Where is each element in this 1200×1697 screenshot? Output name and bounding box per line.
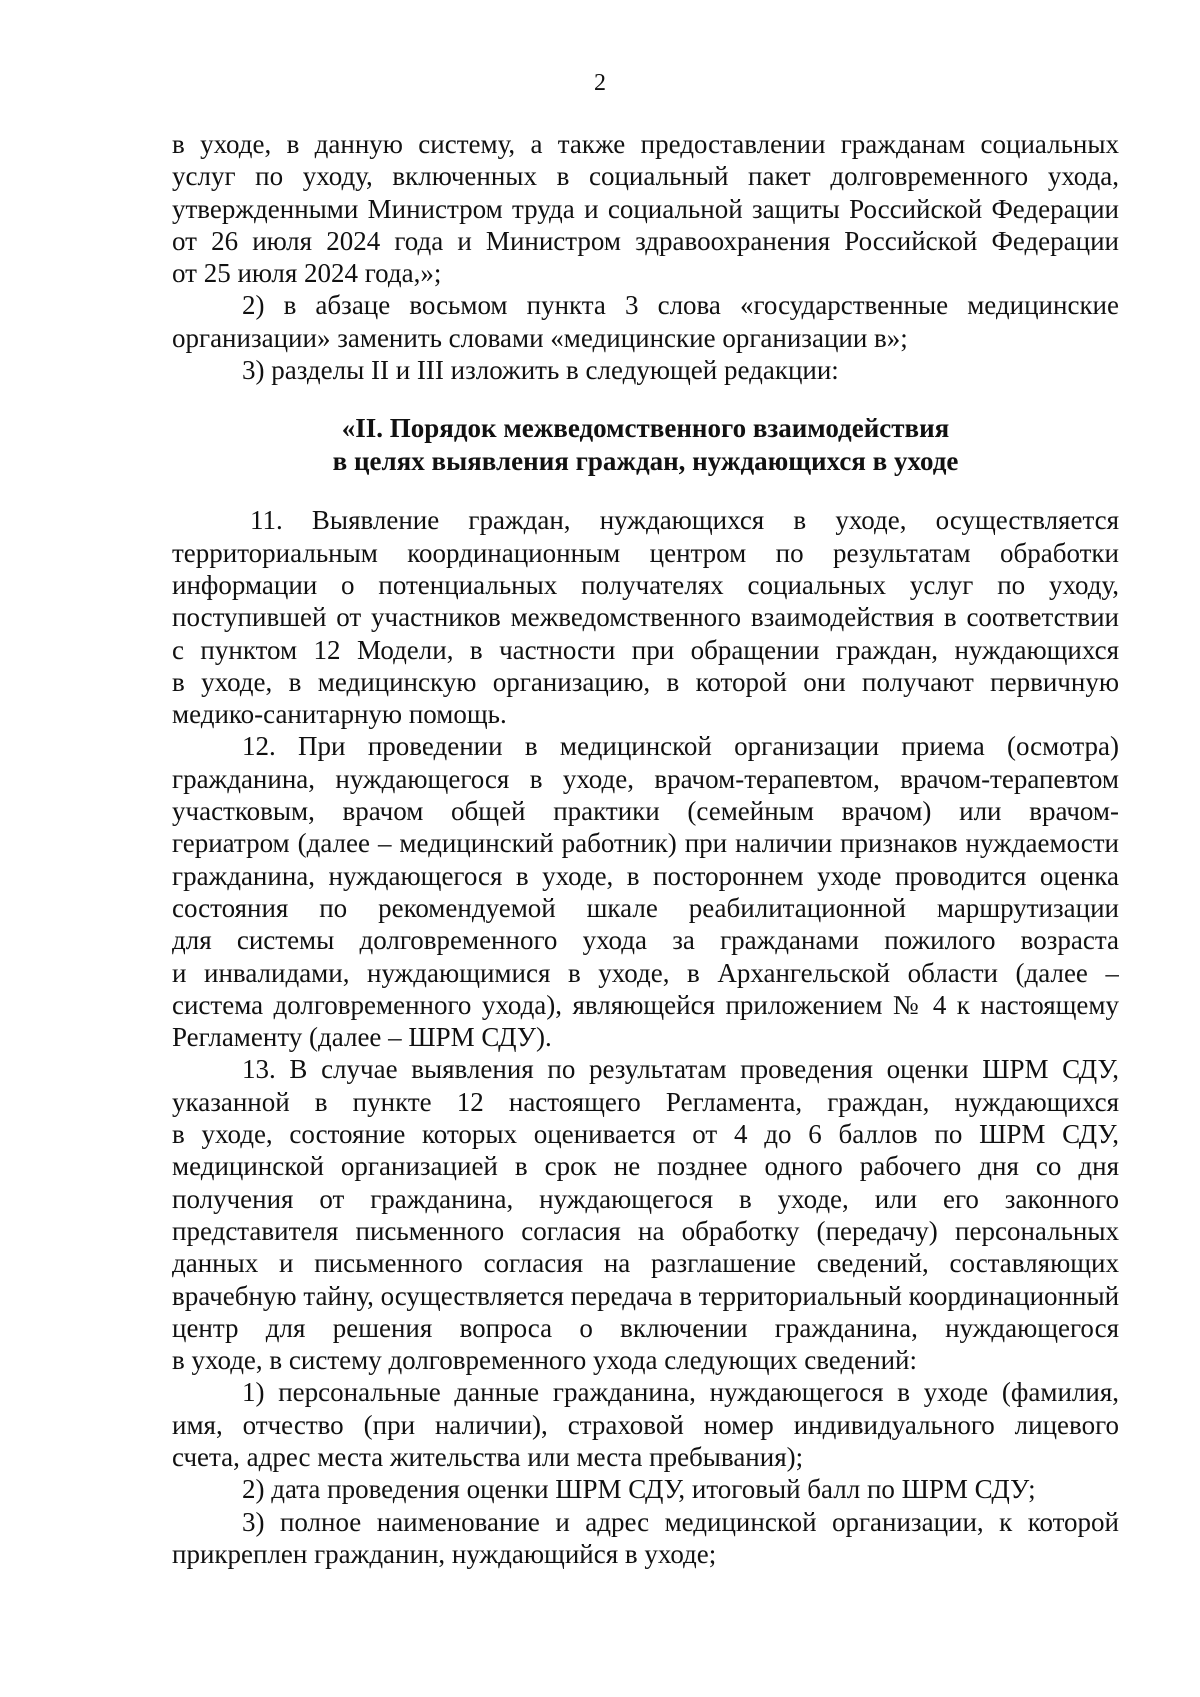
- text-line: центр для решения вопроса о включении гражданина, нуждающегося: [172, 1312, 1119, 1343]
- text-line: и инвалидами, нуждающимися в уходе, в Архангельской области (далее –: [172, 957, 1119, 988]
- section-heading-line: в целях выявления граждан, нуждающихся в уходе: [332, 445, 959, 476]
- text-line: система долговременного ухода), являющейся приложением № 4 к настоящему: [172, 989, 1119, 1020]
- text-line: услуг по уходу, включенных в социальный пакет долговременного ухода,: [172, 161, 1119, 192]
- text-line: имя, отчество (при наличии), страховой номер индивидуального лицевого: [172, 1409, 1119, 1440]
- text-line: участковым, врачом общей практики (семейным врачом) или врачом-: [172, 796, 1119, 827]
- text-line: представителя письменного согласия на обработку (передачу) персональных: [172, 1215, 1119, 1246]
- list-item-3: [172, 1506, 1119, 1571]
- page-number: 2: [594, 70, 606, 96]
- text-line: 2) дата проведения оценки ШРМ СДУ, итоговый балл по ШРМ СДУ;: [242, 1474, 1036, 1505]
- text-line: 1) персональные данные гражданина, нуждающегося в уходе (фамилия,: [242, 1377, 1119, 1408]
- text-line: от 25 июля 2024 года,»;: [172, 258, 442, 289]
- text-line: с пунктом 12 Модели, в частности при обращении граждан, нуждающихся: [172, 634, 1119, 665]
- text-line: от 26 июля 2024 года и Министром здравоохранения Российской Федерации: [172, 225, 1119, 256]
- text-line: 3) разделы II и III изложить в следующей редакции:: [242, 355, 839, 386]
- text-line: счета, адрес места жительства или места пребывания);: [172, 1441, 804, 1472]
- text-line: территориальным координационным центром по результатам обработки: [172, 537, 1119, 568]
- list-item-2: [172, 1473, 1119, 1505]
- text-line: в уходе, состояние которых оценивается от 4 до 6 баллов по ШРМ СДУ,: [172, 1119, 1119, 1150]
- paragraph-13: [172, 1053, 1119, 1376]
- text-line: в уходе, в систему долговременного ухода следующих сведений:: [172, 1345, 917, 1376]
- list-item-1: [172, 1376, 1119, 1473]
- text-line: гражданина, нуждающегося в уходе, в постороннем уходе проводится оценка: [172, 860, 1119, 891]
- amendment-2: [172, 289, 1119, 354]
- text-line: организации» заменить словами «медицинские организации в»;: [172, 322, 908, 353]
- section-heading-line: «II. Порядок межведомственного взаимодействия: [341, 413, 950, 444]
- text-line: 13. В случае выявления по результатам проведения оценки ШРМ СДУ,: [242, 1054, 1119, 1085]
- text-line: 2) в абзаце восьмом пункта 3 слова «государственные медицинские: [242, 290, 1119, 321]
- text-line: получения от гражданина, нуждающегося в уходе, или его законного: [172, 1183, 1119, 1214]
- text-line: 11. Выявление граждан, нуждающихся в уходе, осуществляется: [250, 505, 1119, 536]
- text-line: для системы долговременного ухода за гражданами пожилого возраста: [172, 925, 1119, 956]
- text-line: 3) полное наименование и адрес медицинской организации, к которой: [242, 1506, 1119, 1537]
- text-line: Регламенту (далее – ШРМ СДУ).: [172, 1022, 552, 1053]
- text-line: информации о потенциальных получателях социальных услуг по уходу,: [172, 569, 1119, 600]
- text-line: поступившей от участников межведомственного взаимодействия в соответствии: [172, 602, 1119, 633]
- paragraph-12: [172, 730, 1119, 1053]
- text-line: в уходе, в медицинскую организацию, в которой они получают первичную: [172, 666, 1119, 697]
- amendment-3: [172, 354, 1119, 386]
- text-line: состояния по рекомендуемой шкале реабилитационной маршрутизации: [172, 892, 1119, 923]
- text-line: данных и письменного согласия на разглашение сведений, составляющих: [172, 1248, 1119, 1279]
- paragraph-11: [172, 504, 1119, 730]
- document-body: [172, 128, 1119, 1570]
- text-line: прикреплен гражданин, нуждающийся в уходе;: [172, 1538, 717, 1569]
- text-line: медико-санитарную помощь.: [172, 699, 507, 730]
- text-line: врачебную тайну, осуществляется передача в территориальный координационный: [172, 1280, 1119, 1311]
- text-line: медицинской организацией в срок не позднее одного рабочего дня со дня: [172, 1151, 1119, 1182]
- text-line: в уходе, в данную систему, а также предоставлении гражданам социальных: [172, 129, 1119, 159]
- intro-paragraph: [172, 128, 1119, 289]
- text-line: утвержденными Министром труда и социальной защиты Российской Федерации: [172, 193, 1119, 224]
- section-heading: [172, 412, 1119, 477]
- text-line: 12. При проведении в медицинской организации приема (осмотра): [242, 731, 1119, 762]
- text-line: указанной в пункте 12 настоящего Регламента, граждан, нуждающихся: [172, 1086, 1119, 1117]
- text-line: гериатром (далее – медицинский работник) при наличии признаков нуждаемости: [172, 828, 1119, 859]
- text-line: гражданина, нуждающегося в уходе, врачом-терапевтом, врачом-терапевтом: [172, 763, 1119, 794]
